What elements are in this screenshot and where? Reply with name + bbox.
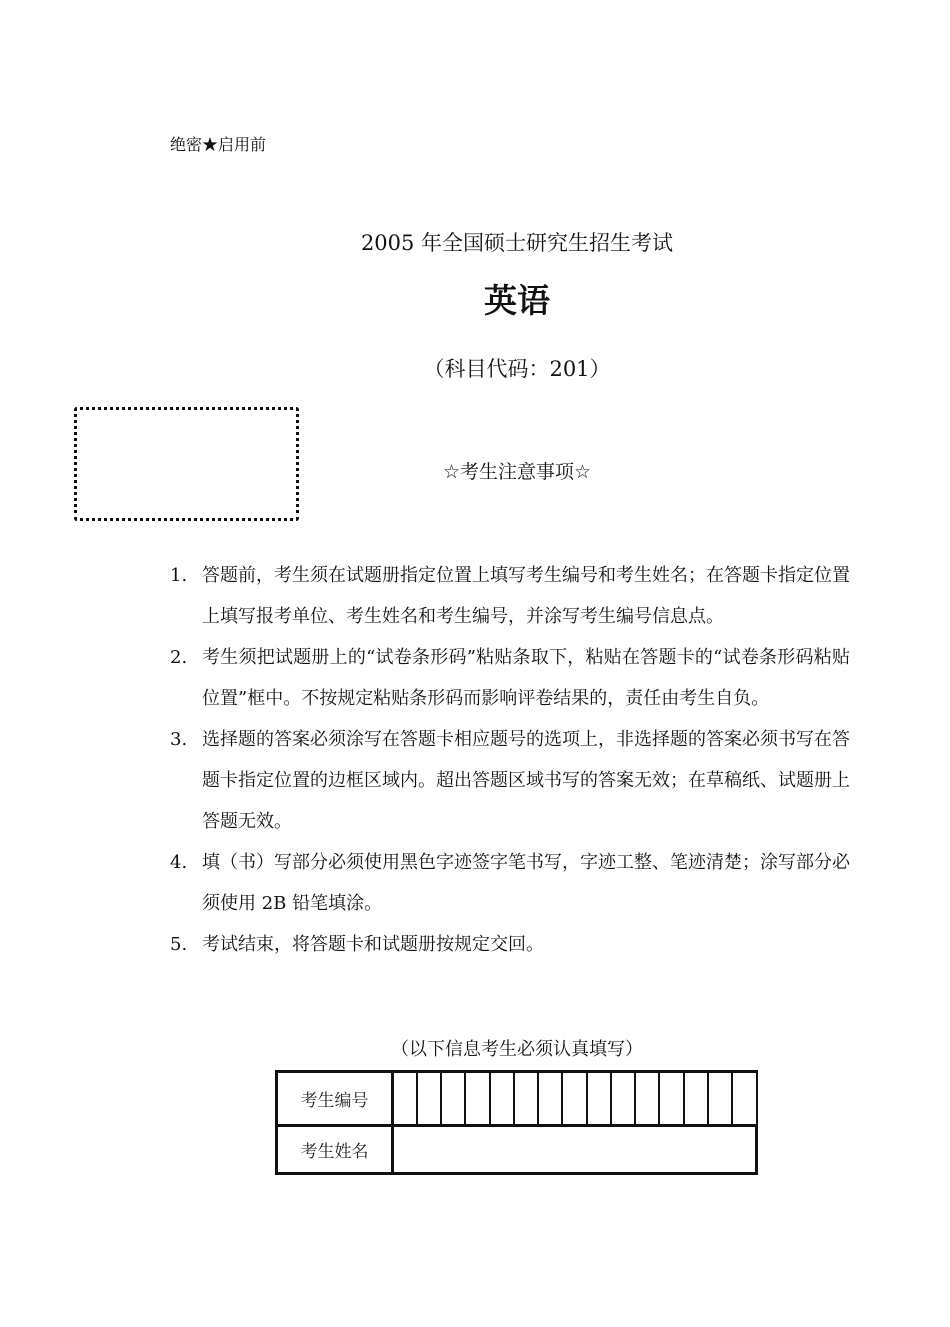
notice-text: 考试结束，将答题卡和试题册按规定交回。 [202,934,544,955]
notice-text: 选择题的答案必须涂写在答题卡相应题号的选项上，非选择题的答案必须书写在答题卡指定位置的边框区域内。超出答题区域书写的答案无效；在草稿纸、试题册上答题无效。 [202,729,850,832]
notice-list [170,555,850,965]
candidate-id-digit-7[interactable] [538,1072,562,1126]
candidate-name-label: 考生姓名 [277,1126,393,1174]
candidate-id-digit-4[interactable] [465,1072,489,1126]
exam-title: 2005 年全国硕士研究生招生考试 [360,231,674,255]
notice-number: 5. [170,934,188,955]
notice-number: 2. [170,647,188,668]
candidate-id-digit-6[interactable] [514,1072,538,1126]
candidate-id-digit-13[interactable] [684,1072,708,1126]
candidate-id-digit-3[interactable] [441,1072,465,1126]
notice-heading: ☆考生注意事项☆ [442,461,592,483]
notice-item [170,719,850,842]
candidate-info-table [275,1070,758,1175]
notice-item [170,842,850,924]
candidate-id-digit-1[interactable] [393,1072,417,1126]
notice-item [170,637,850,719]
candidate-name-row [277,1126,757,1174]
candidate-id-digit-14[interactable] [708,1072,732,1126]
candidate-name-field[interactable] [393,1126,757,1174]
confidential-label: 绝密★启用前 [170,135,267,154]
candidate-id-digit-10[interactable] [611,1072,635,1126]
subject-code: （科目代码：201） [423,357,611,381]
notice-number: 4. [170,852,188,873]
subject-title: 英语 [484,281,550,320]
notice-text: 考生须把试题册上的“试卷条形码”粘贴条取下，粘贴在答题卡的“试卷条形码粘贴位置”框中。不按规定粘贴条形码而影响评卷结果的，责任由考生自负。 [202,647,850,709]
candidate-id-digit-8[interactable] [562,1072,586,1126]
notice-number: 1. [170,565,188,586]
notice-number: 3. [170,729,188,750]
candidate-id-digit-2[interactable] [417,1072,441,1126]
notice-item [170,555,850,637]
notice-text: 填（书）写部分必须使用黑色字迹签字笔书写，字迹工整、笔迹清楚；涂写部分必须使用 2B 铅笔填涂。 [202,852,850,914]
info-caption: （以下信息考生必须认真填写） [391,1039,643,1060]
candidate-id-digit-12[interactable] [659,1072,683,1126]
candidate-id-digit-5[interactable] [490,1072,514,1126]
candidate-id-row [277,1072,757,1126]
candidate-id-digit-9[interactable] [587,1072,611,1126]
candidate-id-digit-11[interactable] [635,1072,659,1126]
notice-item [170,924,850,965]
notice-text: 答题前，考生须在试题册指定位置上填写考生编号和考生姓名；在答题卡指定位置上填写报考单位、考生姓名和考生编号，并涂写考生编号信息点。 [202,565,850,627]
candidate-id-digit-15[interactable] [732,1072,756,1126]
candidate-id-label: 考生编号 [277,1072,393,1126]
